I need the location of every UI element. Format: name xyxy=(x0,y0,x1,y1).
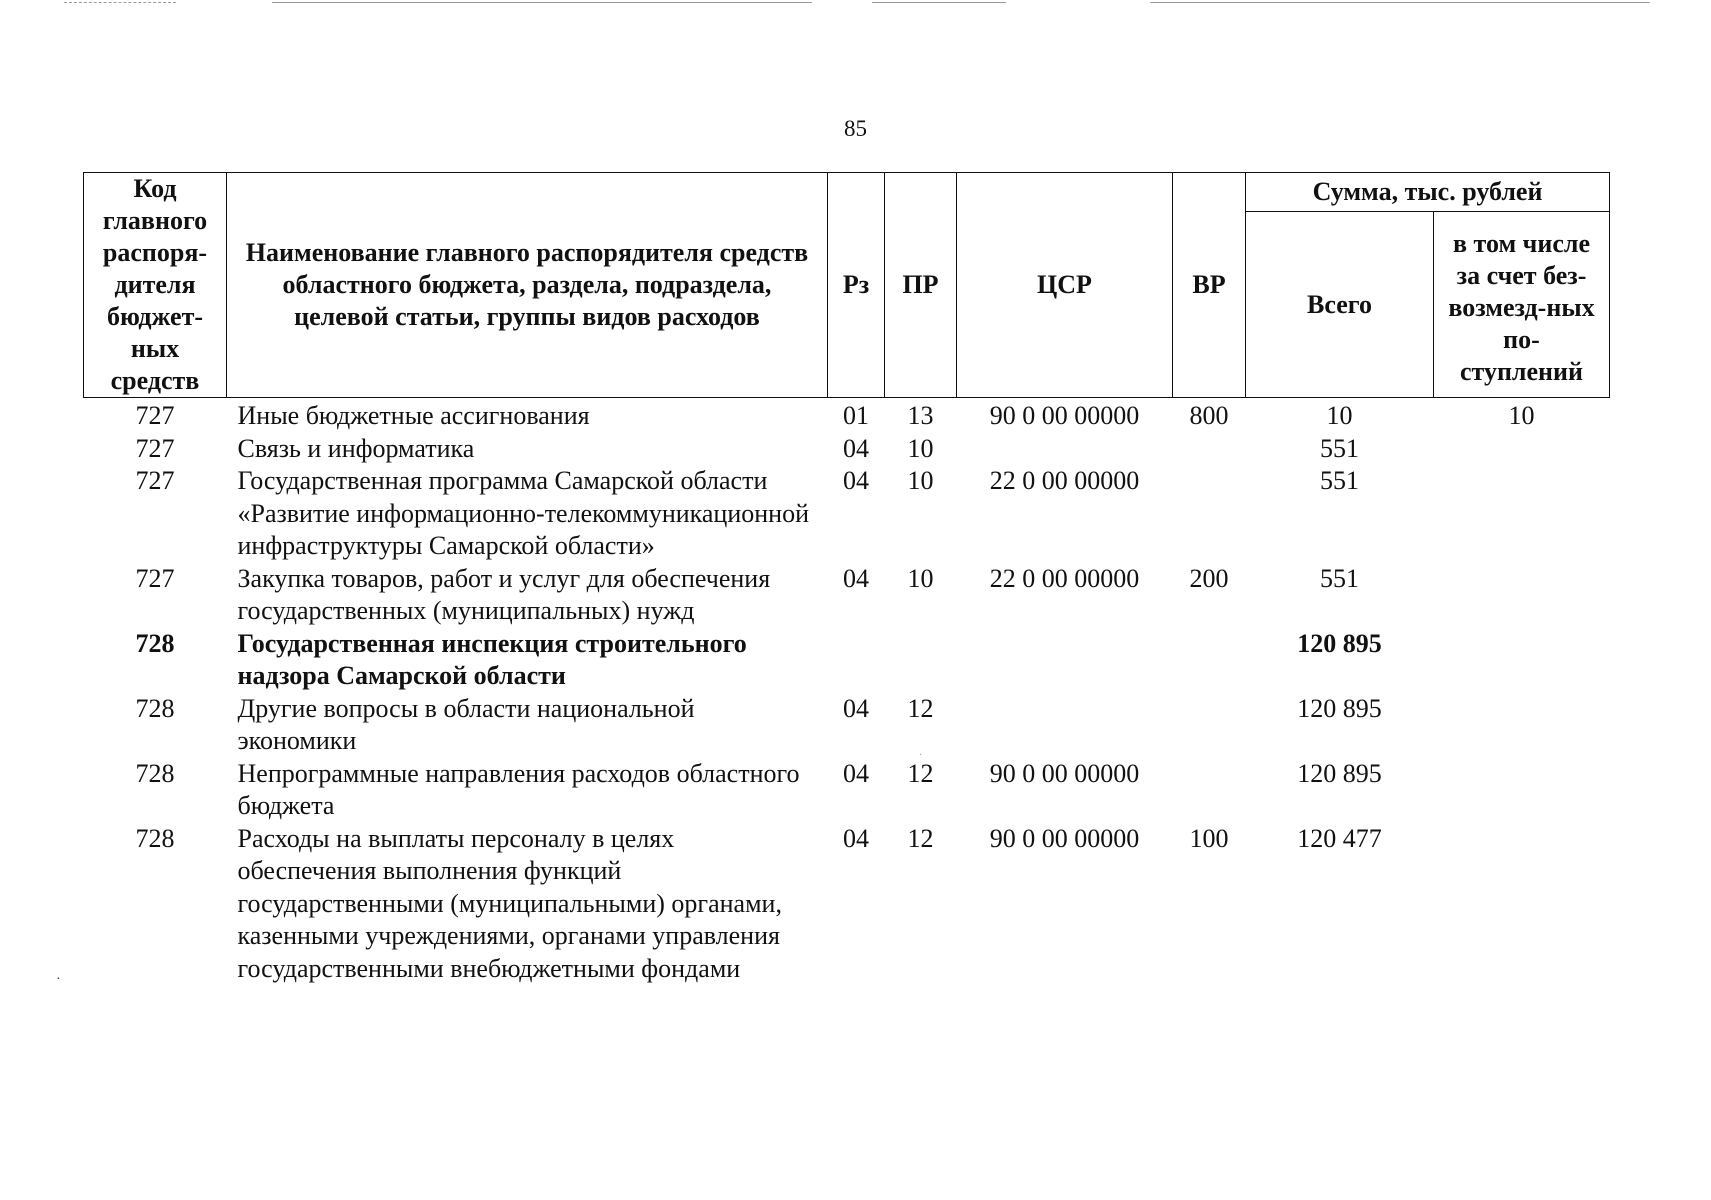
cell-name: Другие вопросы в области национальной экономики xyxy=(237,693,695,755)
scan-edge-line xyxy=(272,2,812,3)
cell-csr: 22 0 00 00000 xyxy=(989,466,1140,495)
header-vr: ВР xyxy=(1173,173,1246,398)
cell-free xyxy=(1434,823,1610,986)
cell-pr: 10 xyxy=(907,563,934,593)
cell-csr xyxy=(957,433,1173,466)
cell-total: 120 895 xyxy=(1297,693,1382,723)
cell-free xyxy=(1434,563,1610,628)
cell-code: 728 xyxy=(135,823,175,853)
cell-code: 728 xyxy=(135,693,175,723)
cell-rz: 04 xyxy=(843,433,869,463)
cell-name: Иные бюджетные ассигнования xyxy=(237,401,590,430)
header-name: Наименование главного распорядителя средств областного бюджета, раздела, подраздела, целевой статьи, группы видов расходов xyxy=(227,173,828,398)
cell-code: 727 xyxy=(135,563,175,593)
header-total: Всего xyxy=(1246,212,1434,398)
cell-rz: 04 xyxy=(843,563,869,593)
scan-edge-line xyxy=(64,2,176,3)
cell-free xyxy=(1434,465,1610,563)
header-free: в том числе за счет без-возмезд-ных по-ступлений xyxy=(1434,212,1610,398)
cell-rz: 04 xyxy=(843,693,869,723)
header-pr: ПР xyxy=(885,173,957,398)
cell-total: 10 xyxy=(1326,401,1353,430)
cell-pr: 13 xyxy=(907,401,934,430)
cell-rz xyxy=(828,628,885,693)
cell-vr xyxy=(1173,465,1246,563)
cell-free xyxy=(1434,758,1610,823)
cell-code: 727 xyxy=(135,401,175,430)
table-row xyxy=(84,465,1610,563)
header-code: Код главного распоря-дителя бюджет-ных средств xyxy=(84,173,227,398)
cell-pr: 12 xyxy=(907,823,934,853)
cell-pr: 10 xyxy=(907,433,934,463)
cell-pr: 12 xyxy=(907,758,934,788)
cell-total: 551 xyxy=(1320,433,1359,463)
cell-rz: 04 xyxy=(843,758,869,788)
cell-free xyxy=(1434,628,1610,693)
cell-csr: 90 0 00 00000 xyxy=(989,823,1140,853)
cell-csr: 90 0 00 00000 xyxy=(989,758,1140,788)
cell-csr: 22 0 00 00000 xyxy=(989,563,1140,593)
cell-free: 10 xyxy=(1508,401,1535,430)
header-csr: ЦСР xyxy=(957,173,1173,398)
cell-total: 120 477 xyxy=(1297,823,1382,853)
table-row xyxy=(84,398,1610,433)
cell-pr: 10 xyxy=(907,466,934,495)
cell-vr xyxy=(1173,758,1246,823)
cell-vr xyxy=(1173,628,1246,693)
cell-vr: 200 xyxy=(1189,563,1229,593)
cell-csr: 90 0 00 00000 xyxy=(989,401,1140,430)
scan-speck: · xyxy=(56,972,61,987)
cell-total: 551 xyxy=(1320,563,1359,593)
table-row xyxy=(84,823,1610,986)
scan-edge-line xyxy=(872,2,1006,3)
cell-vr xyxy=(1173,693,1246,758)
cell-pr xyxy=(885,628,957,693)
table-body xyxy=(84,398,1610,986)
budget-table xyxy=(83,172,1610,985)
cell-rz: 01 xyxy=(843,401,869,430)
cell-name: Государственная программа Самарской области «Развитие информационно-телекоммуникационной инфраструктуры Самарской области» xyxy=(237,466,810,560)
scan-edge-line xyxy=(1150,2,1650,3)
table-row xyxy=(84,693,1610,758)
header-sum-group: Сумма, тыс. рублей xyxy=(1246,173,1610,212)
cell-total: 120 895 xyxy=(1297,758,1382,788)
cell-code: 727 xyxy=(135,433,175,463)
table-row xyxy=(84,758,1610,823)
cell-name: Расходы на выплаты персоналу в целях обеспечения выполнения функций государственными (муниципальными) органами, казенными учреждениями, органами управления государственными внебюджетными фондами xyxy=(237,823,782,983)
cell-csr xyxy=(957,693,1173,758)
cell-code: 728 xyxy=(135,628,175,658)
cell-code: 727 xyxy=(135,466,175,495)
cell-total: 551 xyxy=(1320,466,1359,495)
cell-name: Непрограммные направления расходов областного бюджета xyxy=(237,758,800,820)
cell-name: Связь и информатика xyxy=(237,433,475,463)
scan-speck: · xyxy=(919,750,923,761)
cell-vr xyxy=(1173,433,1246,466)
cell-csr xyxy=(957,628,1173,693)
cell-rz: 04 xyxy=(843,466,869,495)
table-row xyxy=(84,628,1610,693)
page-number: 85 xyxy=(844,116,867,141)
table-row xyxy=(84,433,1610,466)
header-rz: Рз xyxy=(828,173,885,398)
cell-total: 120 895 xyxy=(1297,628,1382,658)
cell-vr: 100 xyxy=(1189,823,1229,853)
cell-vr: 800 xyxy=(1189,401,1229,430)
cell-name: Государственная инспекция строительного надзора Самарской области xyxy=(237,628,747,690)
cell-pr: 12 xyxy=(907,693,934,723)
cell-free xyxy=(1434,433,1610,466)
cell-code: 728 xyxy=(135,758,175,788)
table-header xyxy=(84,173,1610,398)
cell-free xyxy=(1434,693,1610,758)
cell-rz: 04 xyxy=(843,823,869,853)
table-row xyxy=(84,563,1610,628)
cell-name: Закупка товаров, работ и услуг для обеспечения государственных (муниципальных) нужд xyxy=(237,563,771,625)
